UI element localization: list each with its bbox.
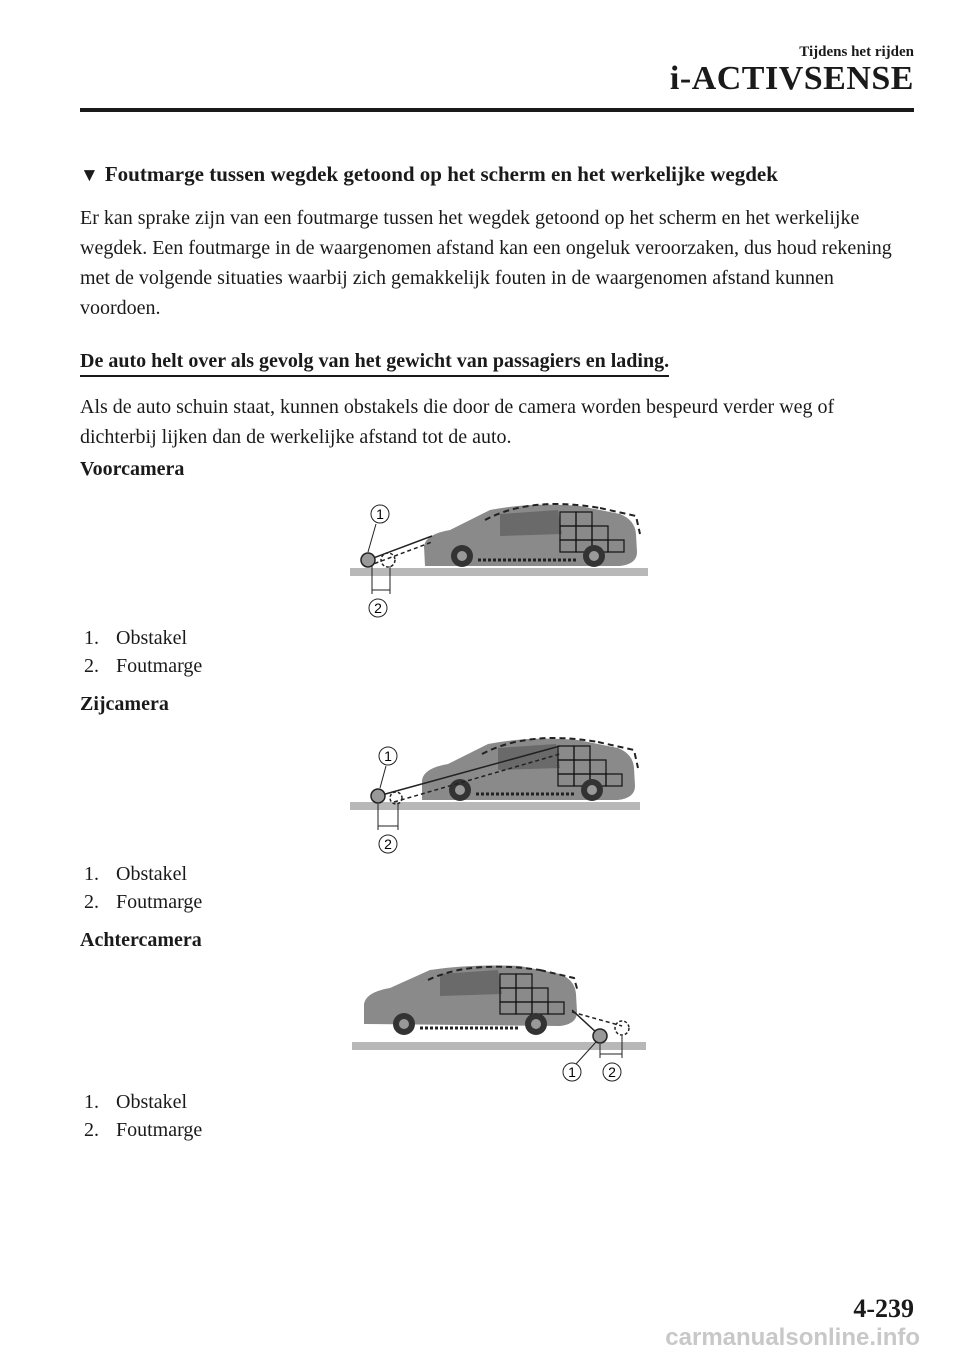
legend-item: 1. Obstakel xyxy=(84,863,188,885)
triangle-marker-icon: ▼ xyxy=(80,165,99,186)
legend-item: 2. Foutmarge xyxy=(84,655,203,677)
callout-1: 1 xyxy=(376,506,384,522)
figure-label-front: Voorcamera xyxy=(80,458,185,480)
side-camera-diagram xyxy=(350,730,650,860)
figure-label-side: Zijcamera xyxy=(80,693,169,715)
legend-item: 1. Obstakel xyxy=(84,627,188,649)
subtext-paragraph: Als de auto schuin staat, kunnen obstakels die door de camera worden bespeurd verder weg of dichterbij lijken dan de werkelijke afstand tot de auto. xyxy=(80,396,835,448)
legend-rear xyxy=(84,1088,202,1144)
legend-item: 2. Foutmarge xyxy=(84,1119,203,1141)
section-title: i-ACTIVSENSE xyxy=(669,60,914,97)
callout-1: 1 xyxy=(384,748,392,764)
figure-label-rear: Achtercamera xyxy=(80,929,202,951)
section-heading xyxy=(80,162,778,187)
header-rule xyxy=(80,108,914,112)
legend-item: 2. Foutmarge xyxy=(84,891,203,913)
callout-2: 2 xyxy=(374,600,382,616)
chapter-title: Tijdens het rijden xyxy=(799,44,914,60)
callout-2: 2 xyxy=(608,1064,616,1080)
section-heading-text: Foutmarge tussen wegdek getoond op het scherm en het werkelijke wegdek xyxy=(104,162,778,186)
legend-side xyxy=(84,860,202,916)
rear-camera-diagram xyxy=(350,962,650,1088)
front-camera-diagram xyxy=(350,494,650,624)
legend-item: 1. Obstakel xyxy=(84,1091,188,1113)
footer-watermark: carmanualsonline.info xyxy=(665,1324,920,1351)
intro-paragraph: Er kan sprake zijn van een foutmarge tussen het wegdek getoond op het scherm en het werkelijke wegdek. Een foutmarge in de waargenomen afstand kan een ongeluk veroorzaken, dus houd rekening met de volgende situaties waarbij zich gemakkelijk fouten in de waargenomen afstand kunnen voordoen. xyxy=(80,207,892,319)
subheading: De auto helt over als gevolg van het gewicht van passagiers en lading. xyxy=(80,350,669,377)
page-number: 4-239 xyxy=(853,1294,914,1323)
legend-front xyxy=(84,624,202,680)
callout-1: 1 xyxy=(568,1064,576,1080)
callout-2: 2 xyxy=(384,836,392,852)
